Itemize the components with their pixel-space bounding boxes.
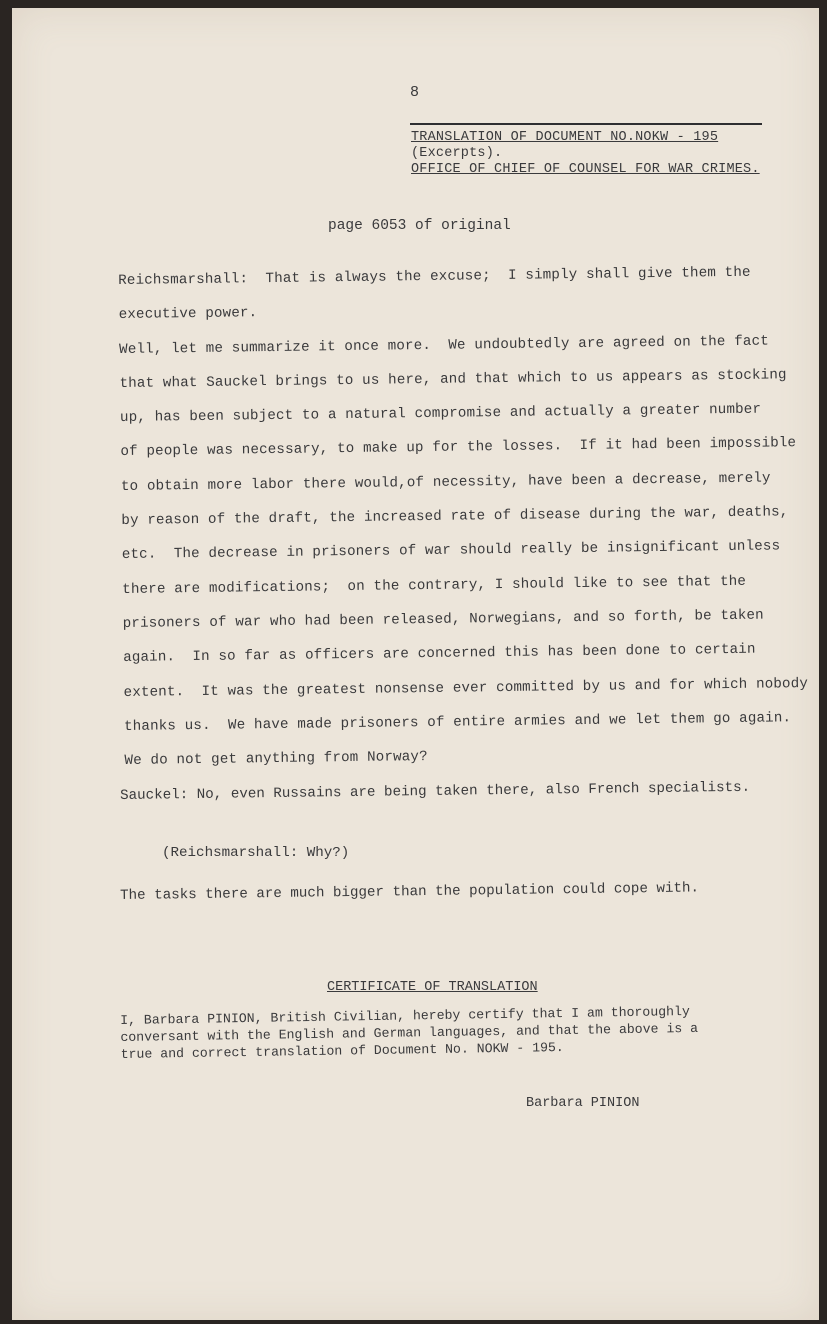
translator-signature: Barbara PINION <box>526 1096 640 1111</box>
transcript-line: Reichsmarshall: That is always the excuse; I simply shall give them the <box>118 264 751 289</box>
transcript-line: there are modifications; on the contrary, I should like to see that the <box>122 573 747 598</box>
header-office: OFFICE OF CHIEF OF COUNSEL FOR WAR CRIMES. <box>411 162 760 177</box>
certificate-line: conversant with the English and German languages, and that the above is a <box>120 1020 699 1045</box>
transcript-line: again. In so far as officers are concerned this has been done to certain <box>123 641 756 667</box>
transcript-body <box>118 255 809 778</box>
transcript-line: by reason of the draft, the increased rate of disease during the war, deaths, <box>121 504 789 530</box>
document-header <box>411 130 760 178</box>
header-title: TRANSLATION OF DOCUMENT NO.NOKW - 195 <box>411 130 719 145</box>
sauckel-reply: Sauckel: No, even Russains are being taken there, also French specialists. <box>120 779 751 804</box>
document-page <box>12 8 819 1320</box>
tasks-line: The tasks there are much bigger than the population could cope with. <box>120 880 700 904</box>
certificate-body <box>120 1002 771 1063</box>
transcript-line: thanks us. We have made prisoners of entire armies and we let them go again. <box>123 710 792 735</box>
certificate-line: I, Barbara PINION, British Civilian, hereby certify that I am thoroughly <box>120 1004 690 1028</box>
certificate-title: CERTIFICATE OF TRANSLATION <box>327 980 538 995</box>
transcript-line: up, has been subject to a natural compromise and actually a greater number <box>119 401 762 427</box>
transcript-line: executive power. <box>118 305 258 324</box>
transcript-line: extent. It was the greatest nonsense ever committed by us and for which nobody <box>123 675 809 701</box>
transcript-line: We do not get anything from Norway? <box>124 749 428 770</box>
original-page-reference: page 6053 of original <box>328 218 511 234</box>
transcript-line: of people was necessary, to make up for the losses. If it had been impossible <box>120 435 797 461</box>
header-rule <box>410 123 762 125</box>
reichsmarshall-aside: (Reichsmarshall: Why?) <box>162 845 350 861</box>
header-subtitle: (Excerpts). <box>411 146 503 161</box>
page-number: 8 <box>410 84 420 101</box>
transcript-line: Well, let me summarize it once more. We undoubtedly are agreed on the fact <box>119 333 769 358</box>
transcript-line: that what Sauckel brings to us here, and that which to us appears as stocking <box>119 367 787 392</box>
transcript-line: prisoners of war who had been released, Norwegians, and so forth, be taken <box>122 607 764 632</box>
transcript-line: etc. The decrease in prisoners of war should really be insignificant unless <box>121 538 781 564</box>
certificate-line: true and correct translation of Document No. NOKW - 195. <box>120 1040 564 1062</box>
transcript-line: to obtain more labor there would,of necessity, have been a decrease, merely <box>120 470 771 495</box>
